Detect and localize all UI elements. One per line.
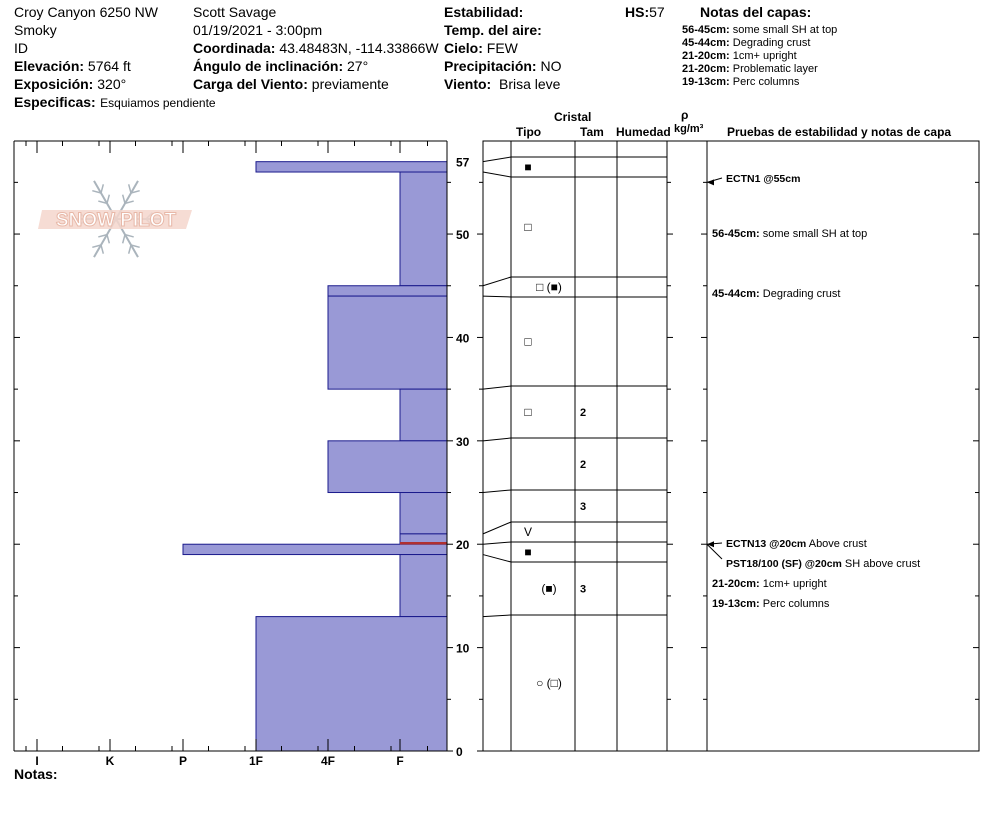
layer-comment-range: 45-44cm: [712,288,760,300]
hs-value: 57 [649,4,665,20]
crystal-type: ○ (□) [536,676,562,690]
layer-comment [712,228,867,240]
stability-test [726,173,800,185]
layer-comment-range: 19-13cm: [712,598,760,610]
hardness-bar [256,162,447,172]
crystal-type: (■) [541,581,557,596]
y-tick-label: 40 [456,331,470,346]
density-symbol: ρ [681,108,689,122]
layer-connector [483,386,511,389]
layer-comment-text: some small SH at top [759,228,868,240]
wind-label: Viento: [444,76,492,92]
elevation-label: Elevación: [14,58,85,74]
x-tick-label: P [178,754,188,768]
layer-comment [712,598,830,610]
layer-note: 56-45cm: some small SH at top [682,24,838,36]
layer-connector [483,615,511,617]
layer-note: 45-44cm: Degrading crust [682,37,811,49]
layer-comment-range: 56-45cm: [712,228,760,240]
hardness-bar [328,286,447,296]
snowflake-branch [129,184,131,193]
specifics-label: Especificas: [14,94,96,110]
layer-connector [483,172,511,177]
sky-label: Cielo: [444,40,483,56]
x-tick-label: 4F [320,754,336,768]
observer-name: Scott Savage [193,4,277,20]
layer-connector [483,296,511,297]
hardness-bar [400,172,447,286]
layer-comment [712,578,827,590]
snowflake-branch [123,235,125,244]
hs-label: HS: [625,4,650,20]
test-arrow-line [707,544,722,559]
location-name: Croy Canyon 6250 NW [14,4,158,20]
snowflake-branch [129,245,131,254]
stability-test [726,558,920,570]
layer-comment-text: 1cm+ upright [759,578,827,590]
y-tick-label: 57 [456,155,470,170]
wind-value: Brisa leve [498,76,561,92]
stability-test-note: SH above crust [841,558,921,570]
x-tick-label: F [396,754,404,768]
y-tick-label: 30 [456,434,470,449]
y-tick-label: 20 [456,538,470,553]
humedad-header: Humedad [616,125,671,139]
mountain-range: Smoky [14,22,57,38]
aspect-label: Exposición: [14,76,94,92]
layer-connector [483,522,511,534]
crystal-type: □ (■) [536,280,562,294]
layer-comment-text: Perc columns [759,598,830,610]
y-tick-label: 0 [456,745,463,759]
hardness-bar [328,441,447,493]
hardness-bar [183,544,447,554]
x-tick-label: I [35,754,39,768]
precip-label: Precipitación: [444,58,537,74]
snowflake-branch [101,245,103,254]
wind-load-label: Carga del Viento: [193,76,308,92]
notes-label: Notas: [14,766,58,782]
layer-connector [483,555,511,562]
crystal-size: 3 [580,501,587,513]
test-arrow-head [707,179,714,185]
y-tick-label: 50 [456,228,470,243]
precip-value: NO [540,58,562,74]
test-arrow-head [707,541,714,547]
layer-connector [483,157,511,162]
x-tick-label: 1F [248,754,264,768]
coordinates-label: Coordinada: [193,40,276,56]
layer-comment-range: 21-20cm: [712,578,760,590]
layer-connector [483,438,511,441]
crystal-type: ■ [524,545,532,559]
layer-connector [483,277,511,286]
observation-datetime: 01/19/2021 - 3:00pm [193,22,323,38]
stability-label: Estabilidad: [444,4,524,20]
crystal-type: □ [524,405,532,419]
stability-test-code: ECTN13 @20cm [726,538,807,550]
cristal-header: Cristal [554,110,592,124]
sky-value: FEW [486,40,518,56]
tipo-header: Tipo [516,125,542,139]
logo-text: SNOW PILOT [55,210,177,231]
coordinates-value: 43.48483N, -114.33866W [279,40,439,56]
stability-test-note: Above crust [806,538,867,550]
stability-test-code: ECTN1 @55cm [726,173,801,185]
crystal-size: 2 [580,407,587,419]
layer-comment [712,288,840,300]
snowflake-branch [101,184,103,193]
layer-note: 21-20cm: Problematic layer [682,63,818,75]
stability-test-code: PST18/100 (SF) @20cm [726,558,842,570]
crystal-type: □ [524,334,532,349]
layer-connector [483,542,511,544]
snowflake-branch [107,195,109,204]
elevation-value: 5764 ft [87,58,131,74]
hardness-bar [400,493,447,534]
layer-note: 19-13cm: Perc columns [682,76,800,88]
hardness-bar [256,617,447,751]
incline-label: Ángulo de inclinación: [193,58,344,74]
tests-header: Pruebas de estabilidad y notas de capa [727,125,952,139]
crystal-size: 2 [580,459,587,471]
layer-note: 21-20cm: 1cm+ upright [682,50,797,62]
layer-connector [483,490,511,493]
density-unit: kg/m³ [674,123,704,135]
specifics-value: Esquiamos pendiente [100,96,216,110]
hardness-bar [328,296,447,389]
crystal-size: 3 [580,583,587,596]
air-temp-label: Temp. del aire: [444,22,542,38]
incline-value: 27° [347,58,369,74]
hardness-bar [400,555,447,617]
wind-load-value: previamente [311,76,389,92]
state: ID [14,40,28,56]
y-tick-label: 10 [456,641,470,656]
snowflake-branch [107,235,109,244]
hardness-bar [400,389,447,441]
snowflake-branch [123,195,125,204]
x-tick-label: K [105,754,115,768]
layer-notes-title: Notas del capas: [700,4,812,20]
layer-comment-text: Degrading crust [759,288,841,300]
crystal-type: □ [524,220,532,234]
tam-header: Tam [580,125,604,139]
crystal-type: ■ [524,160,532,174]
stability-test [726,538,867,550]
crystal-type: V [523,525,533,539]
aspect-value: 320° [97,76,127,92]
